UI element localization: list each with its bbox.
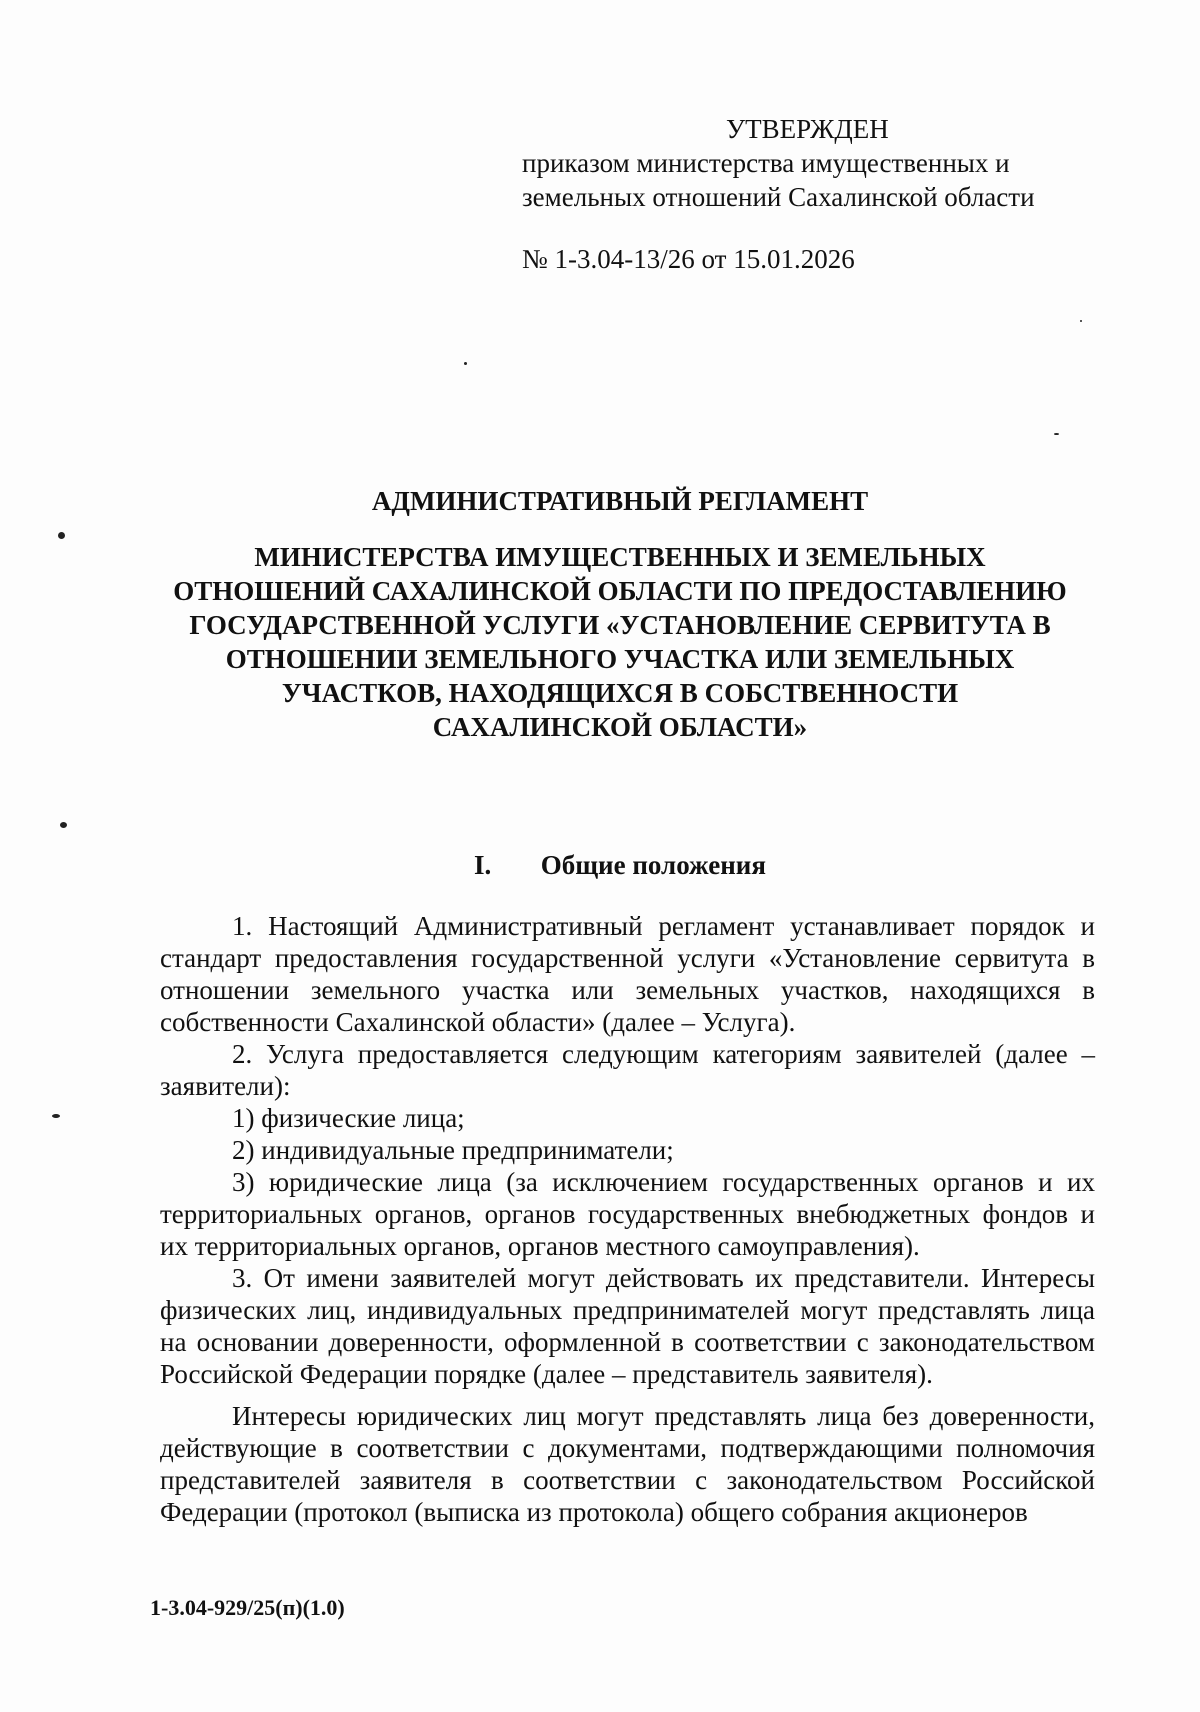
scan-speck bbox=[58, 532, 65, 539]
order-number: № 1-3.04-13/26 от 15.01.2026 bbox=[522, 244, 855, 274]
list-item: 3) юридические лица (за исключением государственных органов и их территориальных органов, органов государственных внебюджетных фондов и их территориальных органов, органов местного самоуправления). bbox=[160, 1167, 1095, 1261]
document-type: АДМИНИСТРАТИВНЫЙ РЕГЛАМЕНТ bbox=[371, 486, 869, 516]
scan-speck bbox=[464, 362, 467, 365]
scan-speck bbox=[60, 822, 67, 828]
paragraph: 1. Настоящий Административный регламент устанавливает порядок и стандарт предоставления государственной услуги «Установление сервитута в отношении земельного участка или земельных участков, находящихся в собственности Сахалинской области» (далее – Услуга). bbox=[160, 911, 1095, 1037]
approval-line-2: земельных отношений Сахалинской области bbox=[522, 182, 1035, 212]
list-item: 1) физические лица; bbox=[232, 1103, 465, 1133]
section-title: Общие положения bbox=[540, 850, 766, 880]
scan-speck bbox=[1080, 320, 1082, 322]
section-number: I. bbox=[474, 850, 492, 880]
document-code: 1-3.04-929/25(п)(1.0) bbox=[150, 1595, 345, 1620]
body-text bbox=[160, 910, 1095, 1528]
heading-line: МИНИСТЕРСТВА ИМУЩЕСТВЕННЫХ И ЗЕМЕЛЬНЫХ bbox=[254, 542, 986, 572]
heading-line: ГОСУДАРСТВЕННОЙ УСЛУГИ «УСТАНОВЛЕНИЕ СЕРВИТУТА В bbox=[189, 610, 1051, 640]
document-heading bbox=[120, 484, 1120, 744]
heading-line: УЧАСТКОВ, НАХОДЯЩИХСЯ В СОБСТВЕННОСТИ bbox=[281, 678, 959, 708]
paragraph: Интересы юридических лиц могут представлять лица без доверенности, действующие в соответствии с документами, подтверждающими полномочия представителей заявителя в соответствии с законодательством Российской Федерации (протокол (выписка из протокола) общего собрания акционеров bbox=[160, 1401, 1095, 1527]
scan-speck bbox=[1054, 433, 1059, 435]
heading-line: ОТНОШЕНИИ ЗЕМЕЛЬНОГО УЧАСТКА ИЛИ ЗЕМЕЛЬНЫХ bbox=[225, 644, 1015, 674]
paragraph: 3. От имени заявителей могут действовать их представители. Интересы физических лиц, индивидуальных предпринимателей могут представлять лица на основании доверенности, оформленной в соответствии с законодательством Российской Федерации порядке (далее – представитель заявителя). bbox=[160, 1263, 1095, 1389]
approval-stamp bbox=[522, 112, 1082, 276]
section-heading bbox=[120, 848, 1120, 882]
scan-speck bbox=[52, 1114, 60, 1118]
heading-line: ОТНОШЕНИЙ САХАЛИНСКОЙ ОБЛАСТИ ПО ПРЕДОСТАВЛЕНИЮ bbox=[173, 576, 1067, 606]
approval-title: УТВЕРЖДЕН bbox=[726, 114, 889, 144]
approval-line-1: приказом министерства имущественных и bbox=[522, 148, 1010, 178]
heading-line: САХАЛИНСКОЙ ОБЛАСТИ» bbox=[432, 712, 808, 742]
list-item: 2) индивидуальные предприниматели; bbox=[232, 1135, 674, 1165]
paragraph: 2. Услуга предоставляется следующим категориям заявителей (далее – заявители): bbox=[160, 1039, 1095, 1101]
